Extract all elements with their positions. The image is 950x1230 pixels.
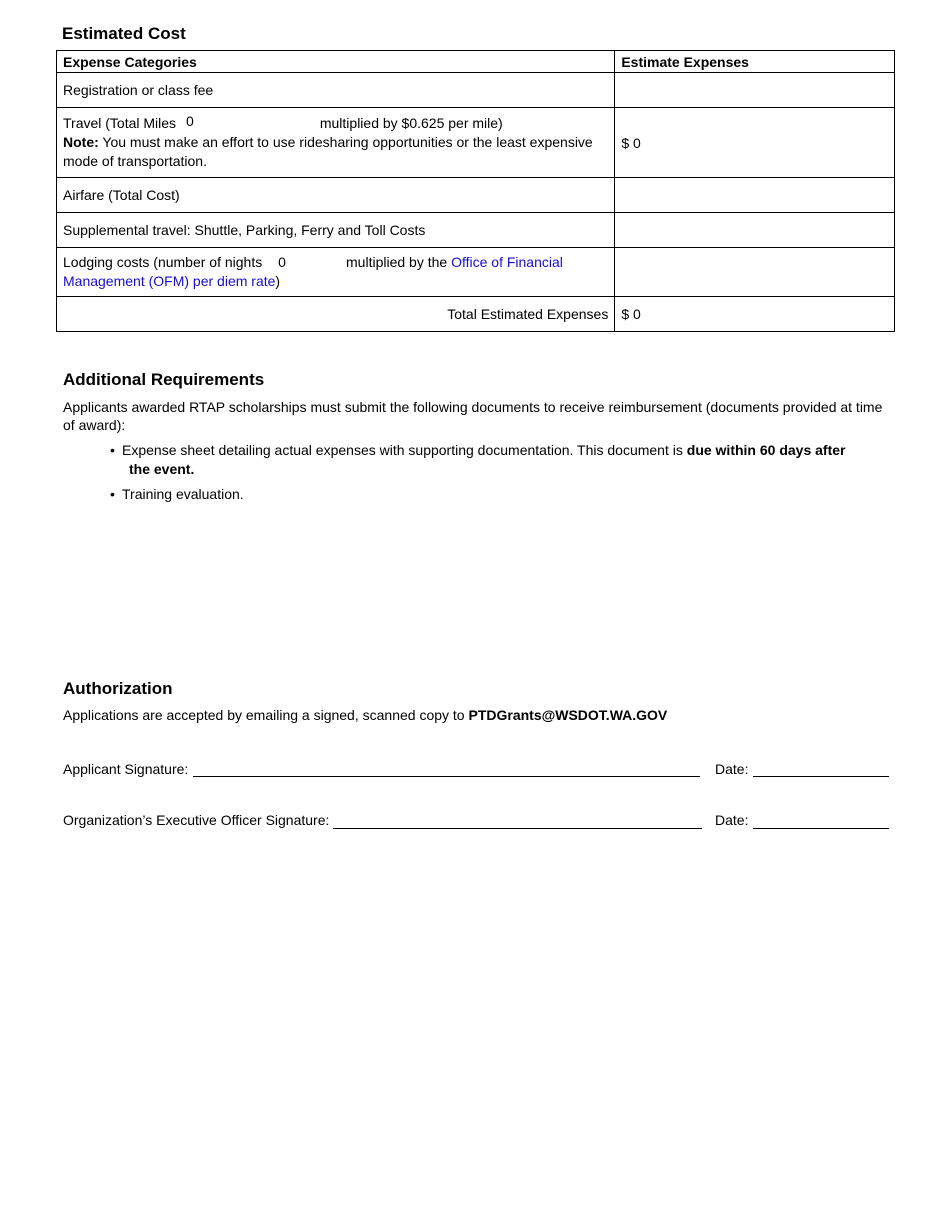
- authorization-text: Applications are accepted by emailing a signed, scanned copy to: [63, 707, 465, 723]
- bullet2-text: Training evaluation.: [122, 486, 244, 502]
- applicant-signature-line[interactable]: [193, 775, 700, 777]
- supplemental-amount-field[interactable]: [615, 213, 895, 248]
- nights-field[interactable]: 0: [278, 254, 286, 270]
- applicant-date-line[interactable]: [753, 775, 889, 777]
- authorization-email: PTDGrants@WSDOT.WA.GOV: [468, 707, 668, 723]
- applicant-signature-label: Applicant Signature:: [63, 761, 189, 777]
- travel-label-suffix: multiplied by $0.625 per mile): [319, 115, 503, 131]
- bullet1-text: Expense sheet detailing actual expenses with supporting documentation. This document is: [122, 442, 683, 458]
- table-row: [57, 108, 895, 178]
- airfare-amount-field[interactable]: [615, 178, 895, 213]
- total-miles-field[interactable]: 0: [185, 113, 194, 129]
- officer-signature-line[interactable]: [333, 827, 702, 829]
- total-amount: $ 0: [615, 297, 895, 332]
- requirements-list: [110, 441, 870, 504]
- applicant-date-label: Date:: [715, 761, 749, 777]
- supplemental-travel-label: Supplemental travel: Shuttle, Parking, Ferry and Toll Costs: [57, 213, 615, 248]
- lodging-label-middle: multiplied by the: [346, 254, 448, 270]
- table-row: [57, 178, 895, 213]
- total-label: Total Estimated Expenses: [57, 297, 615, 332]
- lodging-label-prefix: Lodging costs (number of nights: [63, 254, 263, 270]
- header-estimate-expenses: Estimate Expenses: [615, 51, 895, 73]
- lodging-amount-field[interactable]: [615, 248, 895, 297]
- estimated-cost-table: [56, 50, 895, 332]
- estimated-cost-title: Estimated Cost: [62, 24, 186, 43]
- airfare-label: Airfare (Total Cost): [57, 178, 615, 213]
- travel-cell: [57, 108, 615, 178]
- ofm-per-diem-link[interactable]: Office of Financial Management (OFM) per diem rate: [63, 254, 563, 289]
- additional-requirements-intro: Applicants awarded RTAP scholarships must submit the following documents to receive reimbursement (documents provided at time of award):: [63, 399, 883, 433]
- registration-amount-field[interactable]: [615, 73, 895, 108]
- note-label: Note:: [63, 134, 99, 150]
- registration-label: Registration or class fee: [57, 73, 615, 108]
- travel-amount: $ 0: [615, 108, 895, 178]
- list-item: [110, 485, 870, 504]
- lodging-label-suffix: ): [275, 273, 281, 289]
- officer-date-label: Date:: [715, 812, 749, 828]
- table-row: [57, 248, 895, 297]
- travel-label-prefix: Travel (Total Miles: [63, 115, 177, 131]
- header-expense-categories: Expense Categories: [57, 51, 615, 73]
- additional-requirements-title: Additional Requirements: [63, 370, 265, 389]
- lodging-cell: [57, 248, 615, 297]
- table-header-row: [57, 51, 895, 73]
- note-text: You must make an effort to use ridesharing opportunities or the least expensive mode of transportation.: [63, 134, 593, 169]
- table-row: [57, 213, 895, 248]
- officer-date-line[interactable]: [753, 827, 889, 829]
- bullet-dot: •: [110, 486, 115, 502]
- bullet-dot: •: [110, 442, 115, 458]
- table-row: [57, 297, 895, 332]
- authorization-title: Authorization: [63, 679, 173, 698]
- authorization-text-line: [63, 706, 667, 724]
- officer-signature-label: Organization’s Executive Officer Signature:: [63, 812, 330, 828]
- bullet1-bold-continued: the event.: [129, 461, 195, 477]
- list-item: [110, 441, 870, 479]
- bullet1-bold: due within 60 days after: [686, 442, 846, 458]
- table-row: [57, 73, 895, 108]
